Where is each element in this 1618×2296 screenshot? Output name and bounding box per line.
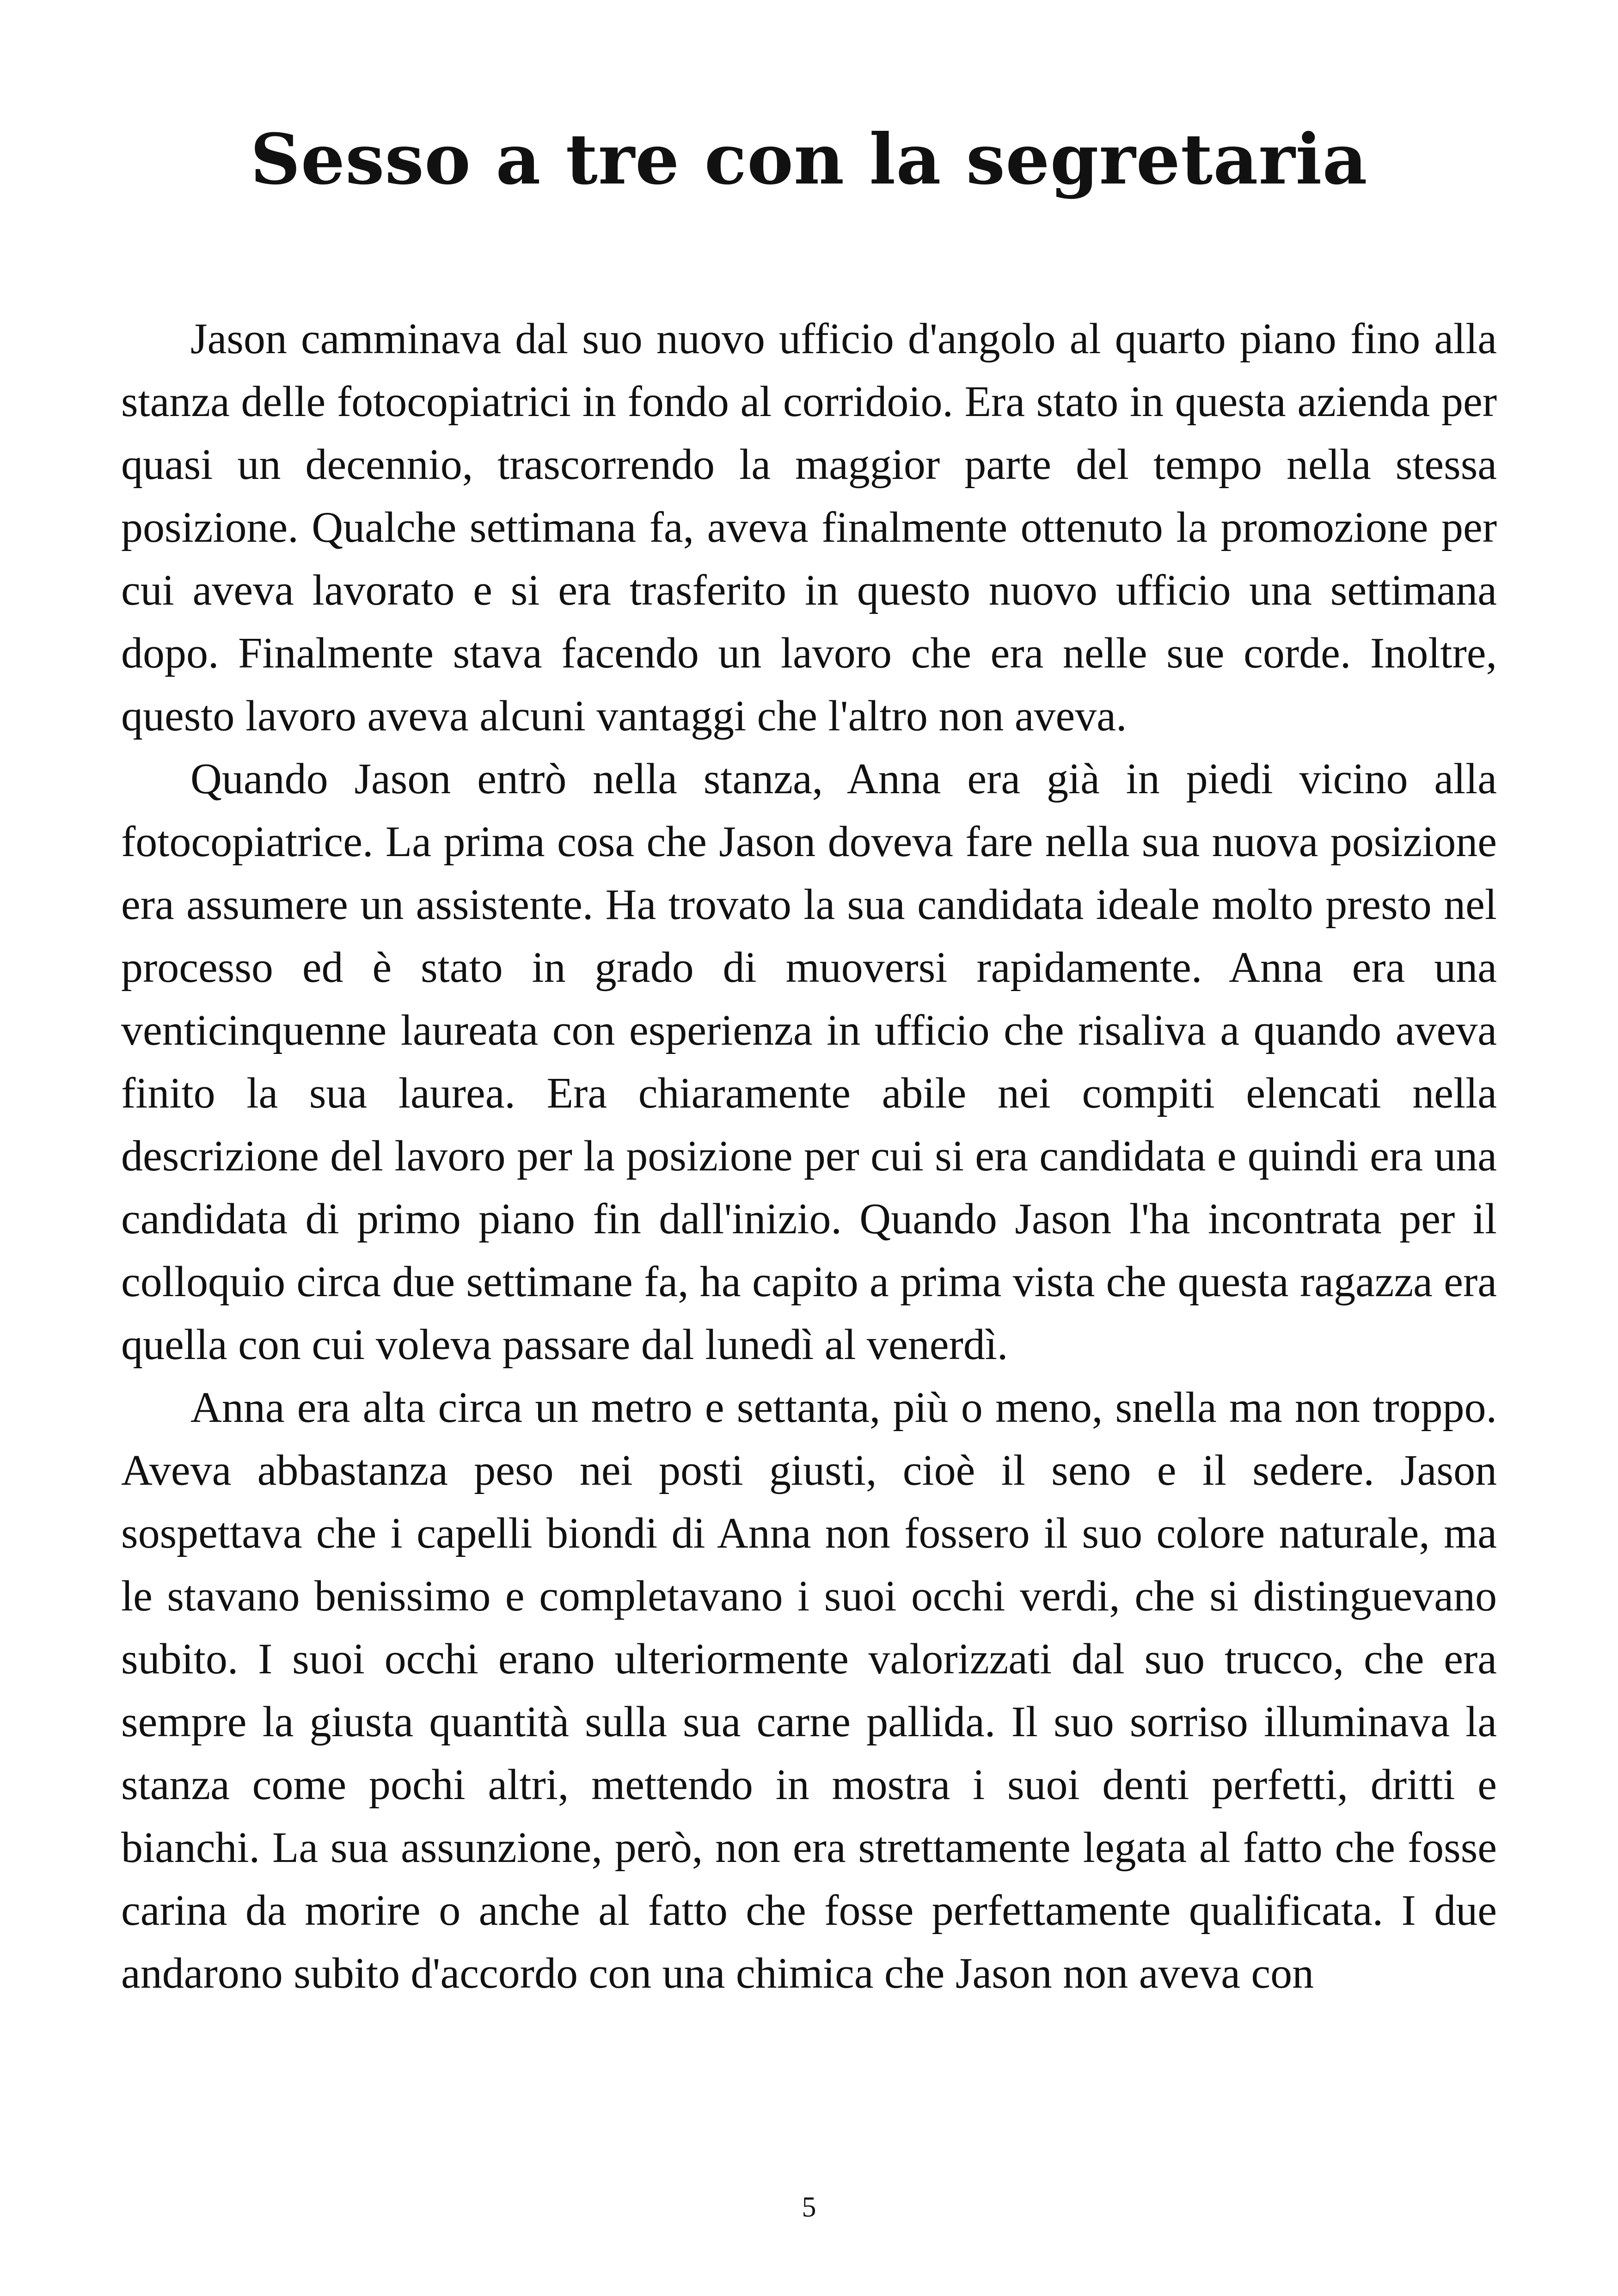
page-number: 5 [802, 2192, 816, 2223]
body-text [121, 307, 1497, 2005]
paragraph-1: Jason camminava dal suo nuovo ufficio d'angolo al quarto piano fino alla stanza delle fotocopiatrici in fondo al corridoio. Era stato in questa azienda per quasi un decennio, trascorrendo la maggior parte del tempo nella stessa posizione. Qualche settimana fa, aveva finalmente ottenuto la promozione per cui aveva lavorato e si era trasferito in questo nuovo ufficio una settimana dopo. Finalmente stava facendo un lavoro che era nelle sue corde. Inoltre, questo lavoro aveva alcuni vantaggi che l'altro non aveva. [121, 315, 1497, 740]
paragraph-3: Anna era alta circa un metro e settanta, più o meno, snella ma non troppo. Aveva abbastanza peso nei posti giusti, cioè il seno e il sedere. Jason sospettava che i capelli biondi di Anna non fossero il suo colore naturale, ma le stavano benissimo e completavano i suoi occhi verdi, che si distinguevano subito. I suoi occhi erano ulteriormente valorizzati dal suo trucco, che era sempre la giusta quantità sulla sua carne pallida. Il suo sorriso illuminava la stanza come pochi altri, mettendo in mostra i suoi denti perfetti, dritti e bianchi. La sua assunzione, però, non era strettamente legata al fatto che fosse carina da morire o anche al fatto che fosse perfettamente qualificata. I due andarono subito d'accordo con una chimica che Jason non aveva con [121, 1384, 1497, 1997]
chapter-title: Sesso a tre con la segretaria [250, 119, 1368, 200]
paragraph-2: Quando Jason entrò nella stanza, Anna era già in piedi vicino alla fotocopiatrice. La prima cosa che Jason doveva fare nella sua nuova posizione era assumere un assistente. Ha trovato la sua candidata ideale molto presto nel processo ed è stato in grado di muoversi rapidamente. Anna era una venticinquenne laureata con esperienza in ufficio che risaliva a quando aveva finito la sua laurea. Era chiaramente abile nei compiti elencati nella descrizione del lavoro per la posizione per cui si era candidata e quindi era una candidata di primo piano fin dall'inizio. Quando Jason l'ha incontrata per il colloquio circa due settimane fa, ha capito a prima vista che questa ragazza era quella con cui voleva passare dal lunedì al venerdì. [121, 755, 1497, 1369]
